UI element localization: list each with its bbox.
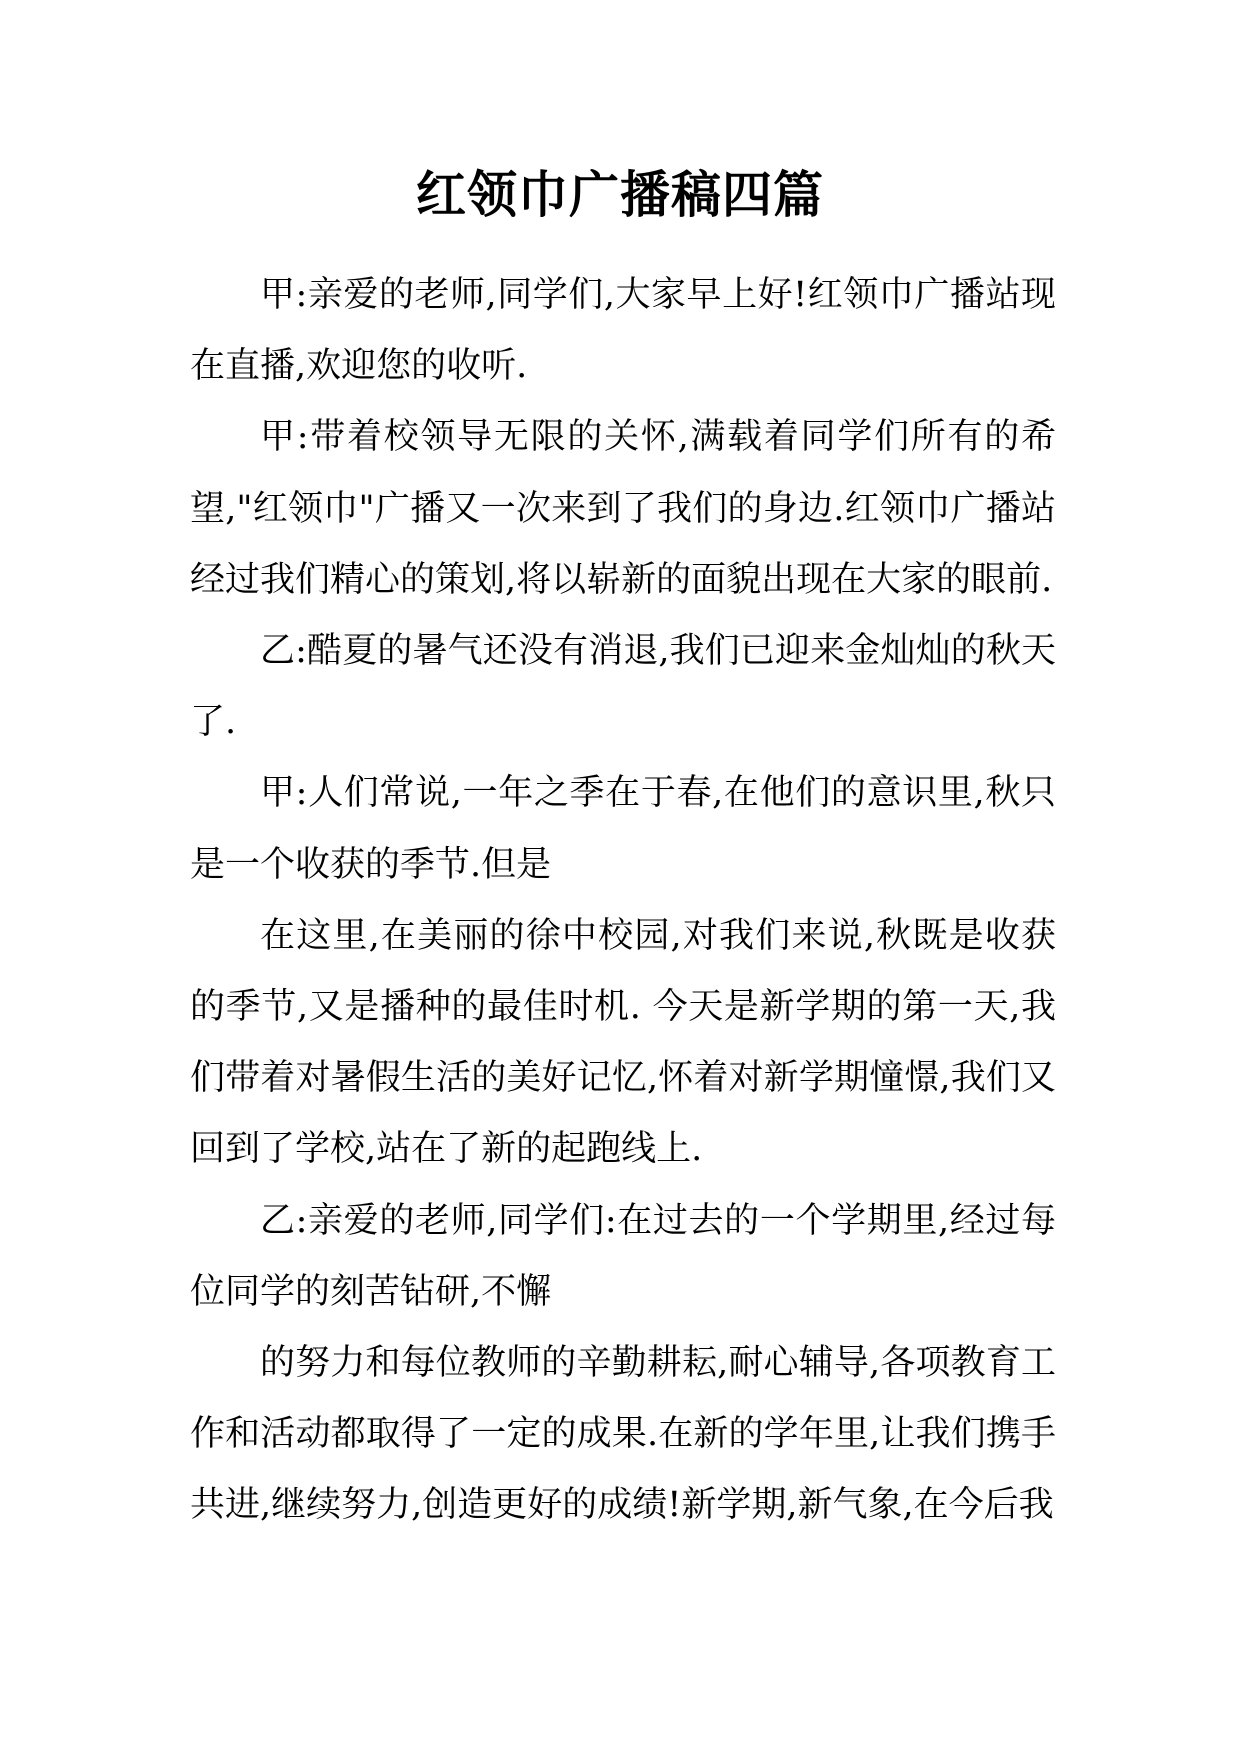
document-body <box>190 260 1056 1542</box>
paragraph-5: 在这里,在美丽的徐中校园,对我们来说,秋既是收获的季节,又是播种的最佳时机. 今天是新学期的第一天,我们带着对暑假生活的美好记忆,怀着对新学期憧憬,我们又回到了学校,站在了新的起跑线上. <box>190 915 1056 1170</box>
paragraph-3: 乙:酷夏的暑气还没有消退,我们已迎来金灿灿的秋天了. <box>190 631 1056 743</box>
paragraph-4: 甲:人们常说,一年之季在于春,在他们的意识里,秋只是一个收获的季节.但是 <box>190 773 1056 885</box>
paragraph-1: 甲:亲爱的老师,同学们,大家早上好!红领巾广播站现在直播,欢迎您的收听. <box>190 275 1056 387</box>
paragraph-7: 的努力和每位教师的辛勤耕耘,耐心辅导,各项教育工作和活动都取得了一定的成果.在新的学年里,让我们携手共进,继续努力,创造更好的成绩!新学期,新气象,在今后我 <box>190 1343 1056 1526</box>
paragraph-6: 乙:亲爱的老师,同学们:在过去的一个学期里,经过每位同学的刻苦钻研,不懈 <box>190 1200 1056 1312</box>
paragraph-2: 甲:带着校领导无限的关怀,满载着同学们所有的希望,"红领巾"广播又一次来到了我们的身边.红领巾广播站经过我们精心的策划,将以崭新的面貌出现在大家的眼前. <box>190 417 1056 600</box>
document-title: 红领巾广播稿四篇 <box>416 165 824 224</box>
